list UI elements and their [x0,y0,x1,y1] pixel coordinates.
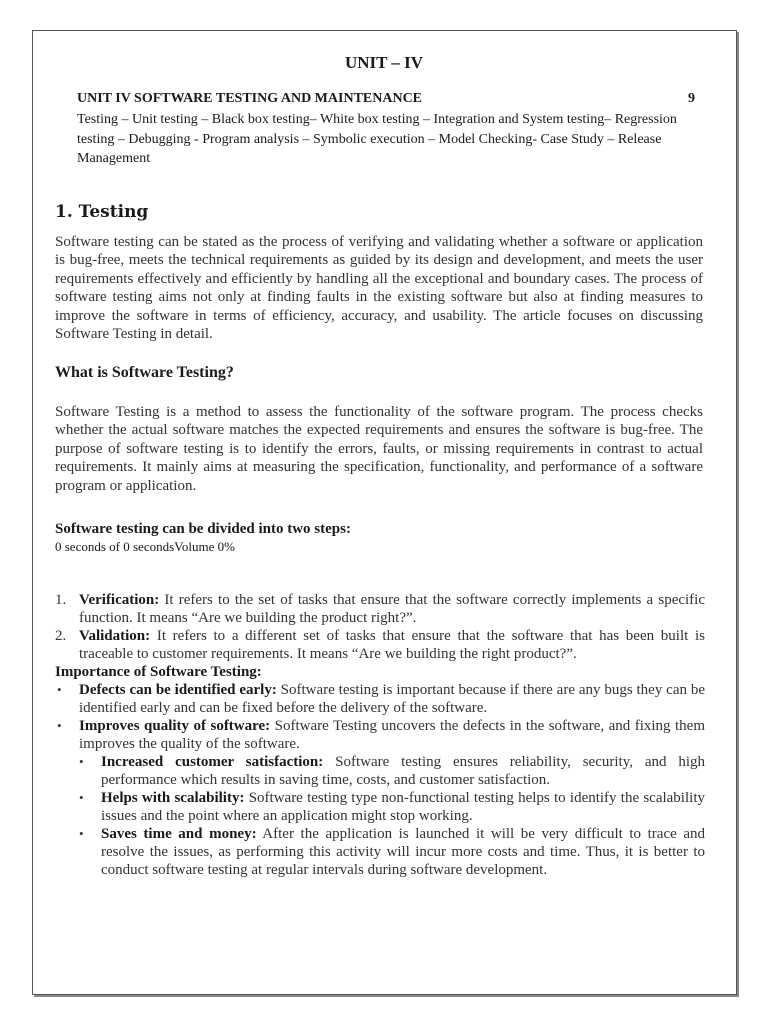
list-text: It refers to the set of tasks that ensure that the software correctly implements a specific function. It means “Are we building the product right?”. [79,592,705,626]
list-term: Saves time and money: [101,826,257,842]
importance-heading: Importance of Software Testing: [55,664,262,680]
sub-list-item [55,753,705,789]
list-text: It refers to a different set of tasks that ensure that the software that has been built is traceable to customer requirements. It means “Are we building the right product?”. [79,628,705,662]
list-text: After the application is launched it will be very difficult to trace and resolve the issues, as performing this activity will incur more costs and time. Thus, it is better to conduct software testing at regular intervals during software development. [101,826,705,878]
list-term: Improves quality of software: [79,718,271,734]
sub-list-item [55,825,705,879]
list-item [55,591,705,627]
steps-list [55,591,705,879]
what-is-heading: What is Software Testing? [55,364,234,381]
list-term: Helps with scalability: [101,790,245,806]
list-item [55,681,705,717]
steps-heading: Software testing can be divided into two steps: [55,521,351,537]
bullet-icon: • [57,682,62,697]
syllabus-topics: Testing – Unit testing – Black box testing– White box testing – Integration and System testing– Regression testing – Debugging - Program analysis – Symbolic execution – Model Checking- Case Study – Release Management [77,112,677,166]
list-term: Defects can be identified early: [79,682,277,698]
list-text: Software testing type non-functional testing helps to identify the scalability issues and the point where an application might stop working. [101,790,705,824]
section-heading-testing: 1. Testing [55,202,149,222]
bullet-icon: • [79,826,84,841]
list-text: Software Testing uncovers the defects in the software, and fixing them improves the quality of the software. [79,718,705,752]
testing-intro-paragraph: Software testing can be stated as the process of verifying and validating whether a software or application is bug-free, meets the technical requirements as guided by its design and development, and meets the user requirements effectively and efficiently by handling all the exceptional and boundary cases. The process of software testing aims not only at finding faults in the existing software but also at finding measures to improve the software in terms of efficiency, accuracy, and usability. The article focuses on discussing Software Testing in detail. [55,234,703,343]
list-term: Verification: [79,592,160,608]
bullet-icon: • [79,754,84,769]
list-term: Increased customer satisfaction: [101,754,324,770]
syllabus-hours: 9 [688,91,695,106]
syllabus-heading: UNIT IV SOFTWARE TESTING AND MAINTENANCE [77,91,423,106]
list-number: 2. [55,628,67,644]
bullet-icon: • [57,718,62,733]
video-player-status[interactable]: 0 seconds of 0 secondsVolume 0% [55,539,235,554]
sub-list-item [55,789,705,825]
what-is-paragraph: Software Testing is a method to assess the functionality of the software program. The process checks whether the actual software matches the expected requirements and ensures the software is bug-free. The purpose of software testing is to identify the errors, faults, or missing requirements in contrast to actual requirements. It mainly aims at measuring the specification, functionality, and performance of a software program or application. [55,404,703,494]
bullet-icon: • [79,790,84,805]
list-item [55,717,705,753]
list-term: Validation: [79,628,151,644]
list-item [55,627,705,663]
list-number: 1. [55,592,67,608]
list-text: Software testing ensures reliability, security, and high performance which results in saving time, costs, and customer satisfaction. [101,754,705,788]
list-text: Software testing is important because if there are any bugs they can be identified early and can be fixed before the delivery of the software. [79,682,705,716]
unit-title: UNIT – IV [344,53,424,72]
